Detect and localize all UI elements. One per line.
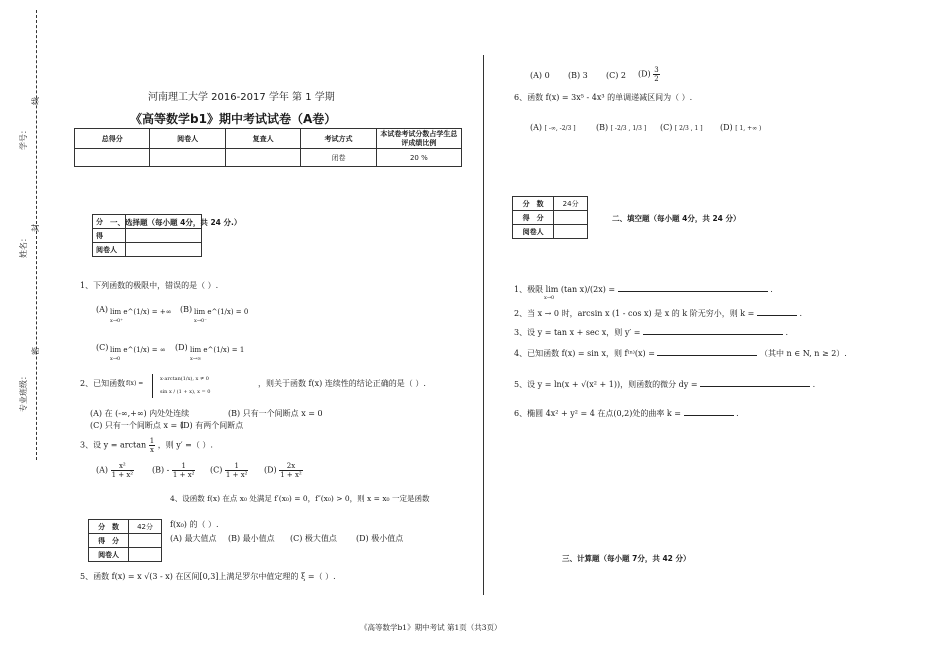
cell-reviewer [225,149,300,167]
class-label: 专业班级： [19,372,28,412]
q1-option-d: lim e^(1/x) = 1 [190,346,245,354]
q6-stem: 6、函数 f(x) = 3x⁵ - 4x³ 的单调递减区间为（ ）. [514,93,693,102]
fill-q6-blank[interactable] [684,415,734,416]
q3-option-a: (A) $\frac{\text{x²}}{\text{1 + x²}}$ [96,462,134,479]
q5-option-a: (A) 0 [530,71,550,80]
q5-option-b: (B) 3 [568,71,588,80]
q2-piece1: x·arctan(1/x), x ≠ 0 [160,376,209,382]
q3-tail: ，则 y′ =（ ）. [157,440,213,450]
fill-q6: 6、椭圆 4x² + y² = 4 在点(0,2)处的曲率 k = . [514,409,739,418]
header-grader: 阅卷人 [150,129,225,149]
seal-char-mi: 密 [31,347,40,355]
page-footer: 《高等数学b1》期中考试 第1页（共3页） [360,623,502,632]
section1-title: 一、选择题（每小题 4分，共 24 分.） [110,218,242,227]
fill-q2: 2、当 x → 0 时，arcsin x (1 - cos x) 是 x 的 k 阶无穷小，则 k = . [514,309,802,318]
box2-score-value: 42分 [129,520,162,534]
q6-option-b: (B) [ -2/3 , 1/3 ] [596,123,647,132]
seal-char-xian: 线 [31,97,40,105]
q2-brace [152,374,157,398]
student-id-label: 学号： [19,126,28,150]
q3-option-d: (D) $\frac{2x}{\text{1 + x²}}$ [264,462,302,479]
box1-row1: 分 [93,215,126,229]
q1-option-c-sub: x→0 [110,356,121,362]
fill-q5-blank[interactable] [700,386,810,387]
fill-q1-sub: x→0 [544,295,555,301]
q3-stem [80,437,213,454]
seal-char-feng: 封 [31,224,40,232]
q4-option-b: (B) 最小值点 [228,534,275,543]
school-line: 河南理工大学 2016-2017 学年 第 1 学期 [148,92,335,103]
cell-total [75,149,150,167]
q2-option-a: (A) 在 (-∞,+∞) 内处处连续 [90,409,190,418]
q2-option-c: (C) 只有一个间断点 x = 1 [90,421,185,430]
header-reviewer: 复查人 [225,129,300,149]
q5-option-d: (D) $\frac{3}{2}$ [638,66,659,83]
binding-dashed-line [36,10,37,460]
section2-score-box [512,196,588,239]
q1-option-b: lim e^(1/x) = 0 [194,308,249,316]
q6-option-a: (A) [ -∞, -2/3 ] [530,123,576,132]
q2-option-b: (B) 只有一个间断点 x = 0 [228,409,323,418]
cell-grader [150,149,225,167]
box3-score-value: 24分 [554,197,588,211]
q4-line2: f(x₀) 的（ ）. [170,520,219,529]
fill-q1: 1、极限 lim (tan x)/(2x) = . [514,285,773,294]
q1-option-a-sub: x→0⁺ [110,318,123,324]
fill-q3: 3、设 y = tan x + sec x，则 y′ = . [514,328,789,337]
box2-label-grader: 阅卷人 [89,548,129,562]
q3-fraction: $\frac{1}{x}$ [149,437,155,454]
box2-label-got: 得 分 [89,534,129,548]
q5-option-c: (C) 2 [606,71,626,80]
section3-title: 三、计算题（每小题 7分，共 42 分） [562,554,691,563]
q1-option-b-label: (B) [180,305,193,314]
box1-row2: 得 [93,229,126,243]
fill-q4-blank[interactable] [657,355,757,356]
header-total: 总得分 [75,129,150,149]
q1-option-b-sub: x→0⁻ [194,318,207,324]
q1-option-d-label: (D) [175,343,188,352]
box3-label-got: 得 分 [513,211,554,225]
q4-stem: 4、设函数 f(x) 在点 x₀ 处满足 f′(x₀) = 0，f″(x₀) > 0，则 x = x₀ 一定是函数 [170,494,430,503]
q2-piece2: sin x / (1 + x), x = 0 [160,389,211,395]
q3-option-b: (B) - $\frac{1}{\text{1 + x²}}$ [152,462,195,479]
q1-option-c-label: (C) [96,343,109,352]
fill-q4: 4、已知函数 f(x) = sin x，则 f⁽ⁿ⁾(x) = （其中 n ∈ N, n ≥ 2）. [514,349,847,358]
box3-label-grader: 阅卷人 [513,225,554,239]
box1-row3: 阅卷人 [93,243,126,257]
fill-q2-blank[interactable] [757,315,797,316]
q1-option-c: lim e^(1/x) = ∞ [110,346,166,354]
q4-option-d: (D) 极小值点 [356,534,404,543]
name-label: 姓名： [19,234,28,258]
q1-option-d-sub: x→∞ [190,356,202,362]
section3-score-box [88,519,162,562]
section2-title: 二、填空题（每小题 4分，共 24 分） [612,214,741,223]
box2-label-score: 分 数 [89,520,129,534]
box3-label-score: 分 数 [513,197,554,211]
cell-mode: 闭卷 [301,149,376,167]
q1-stem: 1、下列函数的极限中，错误的是（ ）. [80,281,219,290]
exam-title: 《高等数学b1》期中考试试卷（A卷） [130,112,337,126]
q3-stem-text: 3、设 y = arctan [80,440,147,450]
header-mode: 考试方式 [301,129,376,149]
q3-option-c: (C) $\frac{1}{\text{1 + x²}}$ [210,462,248,479]
fill-q5: 5、设 y = ln(x + √(x² + 1))，则函数的微分 dy = . [514,380,816,389]
score-table [74,128,462,167]
q2-fx: f(x) = [126,380,144,387]
q1-option-a-label: (A) [96,305,109,314]
fill-q3-blank[interactable] [643,334,783,335]
q1-option-a: lim e^(1/x) = +∞ [110,308,172,316]
fill-q1-blank[interactable] [618,291,768,292]
q2-stem: 2、已知函数 [80,379,126,388]
q4-option-c: (C) 极大值点 [290,534,337,543]
q2-tail: ，则关于函数 f(x) 连续性的结论正确的是（ ）. [258,379,426,388]
column-divider [483,55,484,595]
q6-option-c: (C) [ 2/3 , 1 ] [660,123,703,132]
q2-option-d: (D) 有两个间断点 [180,421,244,430]
header-ratio: 本试卷考试分数占学生总评成绩比例 [376,129,461,149]
q4-option-a: (A) 最大值点 [170,534,217,543]
q5-stem: 5、函数 f(x) = x √(3 - x) 在区间[0,3]上满足罗尔中值定理的 ξ =（ ）. [80,572,336,581]
q6-option-d: (D) [ 1, +∞ ) [720,123,762,132]
cell-ratio: 20 % [376,149,461,167]
